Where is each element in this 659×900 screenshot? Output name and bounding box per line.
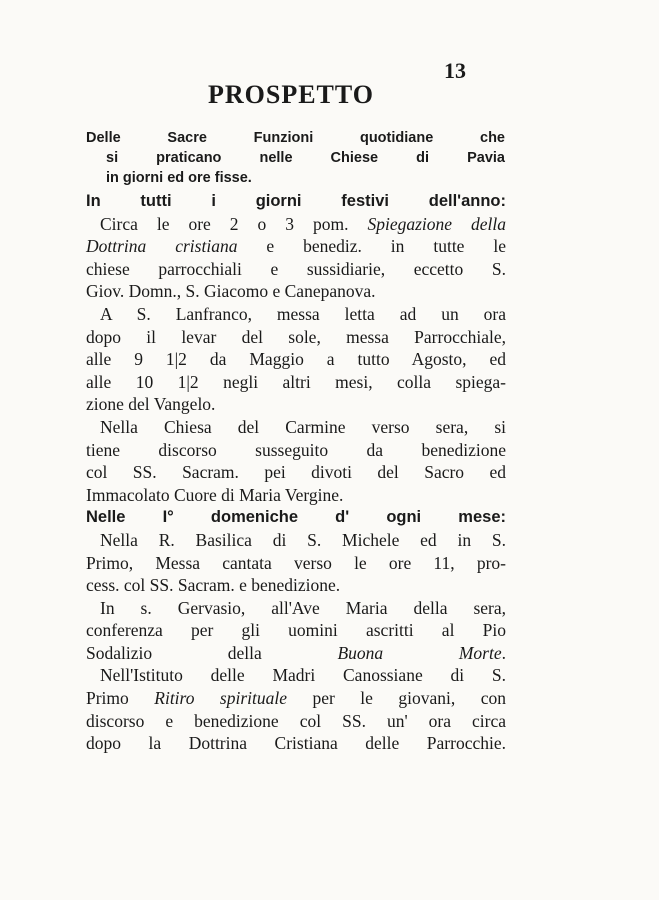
text-line: Immacolato Cuore di Maria Vergine. xyxy=(86,484,344,505)
subtitle xyxy=(86,128,505,188)
text-line: col SS. Sacram. pei divoti del Sacro ed xyxy=(86,462,506,483)
text-line: A S. Lanfranco, messa letta ad un ora xyxy=(100,303,506,324)
text-line: dopo la Dottrina Cristiana delle Parrocchie. xyxy=(86,733,506,754)
text-line: Primo, Messa cantata verso le ore 11, pro- xyxy=(86,552,506,573)
text-line xyxy=(86,235,506,258)
text-line: Nella Chiesa del Carmine verso sera, si xyxy=(100,416,506,437)
text-line: alle 9 1|2 da Maggio a tutto Agosto, ed xyxy=(86,349,506,370)
text-line: alle 10 1|2 negli altri mesi, colla spiega- xyxy=(86,371,506,392)
text-segment: . xyxy=(501,642,506,663)
italic-segment: Ritiro spirituale xyxy=(154,688,288,709)
text-segment: per le giovani, con xyxy=(287,688,506,709)
text-line: discorso e benedizione col SS. un' ora circa xyxy=(86,710,506,731)
text-line xyxy=(86,642,506,665)
subtitle-line: in giorni ed ore fisse. xyxy=(106,170,252,186)
text-line: Nella R. Basilica di S. Michele ed in S. xyxy=(100,529,506,550)
text-line: Nell'Istituto delle Madri Canossiane di S. xyxy=(100,665,506,686)
text-segment: Primo xyxy=(86,688,155,709)
italic-segment: Buona Morte xyxy=(337,642,502,663)
text-line: tiene discorso susseguito da benedizione xyxy=(86,439,506,460)
section-heading: In tutti i giorni festivi dell'anno: xyxy=(86,192,506,210)
text-line: In s. Gervasio, all'Ave Maria della sera, xyxy=(100,597,506,618)
text-segment: Circa le ore 2 o 3 pom. xyxy=(100,213,368,234)
body-text xyxy=(86,190,506,755)
text-line: chiese parrocchiali e sussidiarie, eccetto S. xyxy=(86,258,506,279)
text-line: Giov. Domn., S. Giacomo e Canepanova. xyxy=(86,281,376,302)
page-title: PROSPETTO xyxy=(207,80,374,109)
text-line xyxy=(86,687,506,710)
page-number: 13 xyxy=(444,58,466,83)
subtitle-line: si praticano nelle Chiese di Pavia xyxy=(106,150,505,166)
italic-segment: Dottrina cristiana xyxy=(86,236,238,257)
text-line: cess. col SS. Sacram. e benedizione. xyxy=(86,575,341,596)
subtitle-line: Delle Sacre Funzioni quotidiane che xyxy=(86,130,505,146)
text-segment: e benediz. in tutte le xyxy=(237,236,507,257)
text-line: dopo il levar del sole, messa Parrocchiale, xyxy=(86,326,506,347)
section-heading: Nelle I° domeniche d' ogni mese: xyxy=(86,508,506,527)
text-line: conferenza per gli uomini ascritti al Pio xyxy=(86,620,506,641)
italic-segment: Spiegazione della xyxy=(367,213,507,234)
text-line xyxy=(86,213,506,236)
text-line: zione del Vangelo. xyxy=(86,394,216,415)
text-segment: Sodalizio della xyxy=(86,642,338,663)
